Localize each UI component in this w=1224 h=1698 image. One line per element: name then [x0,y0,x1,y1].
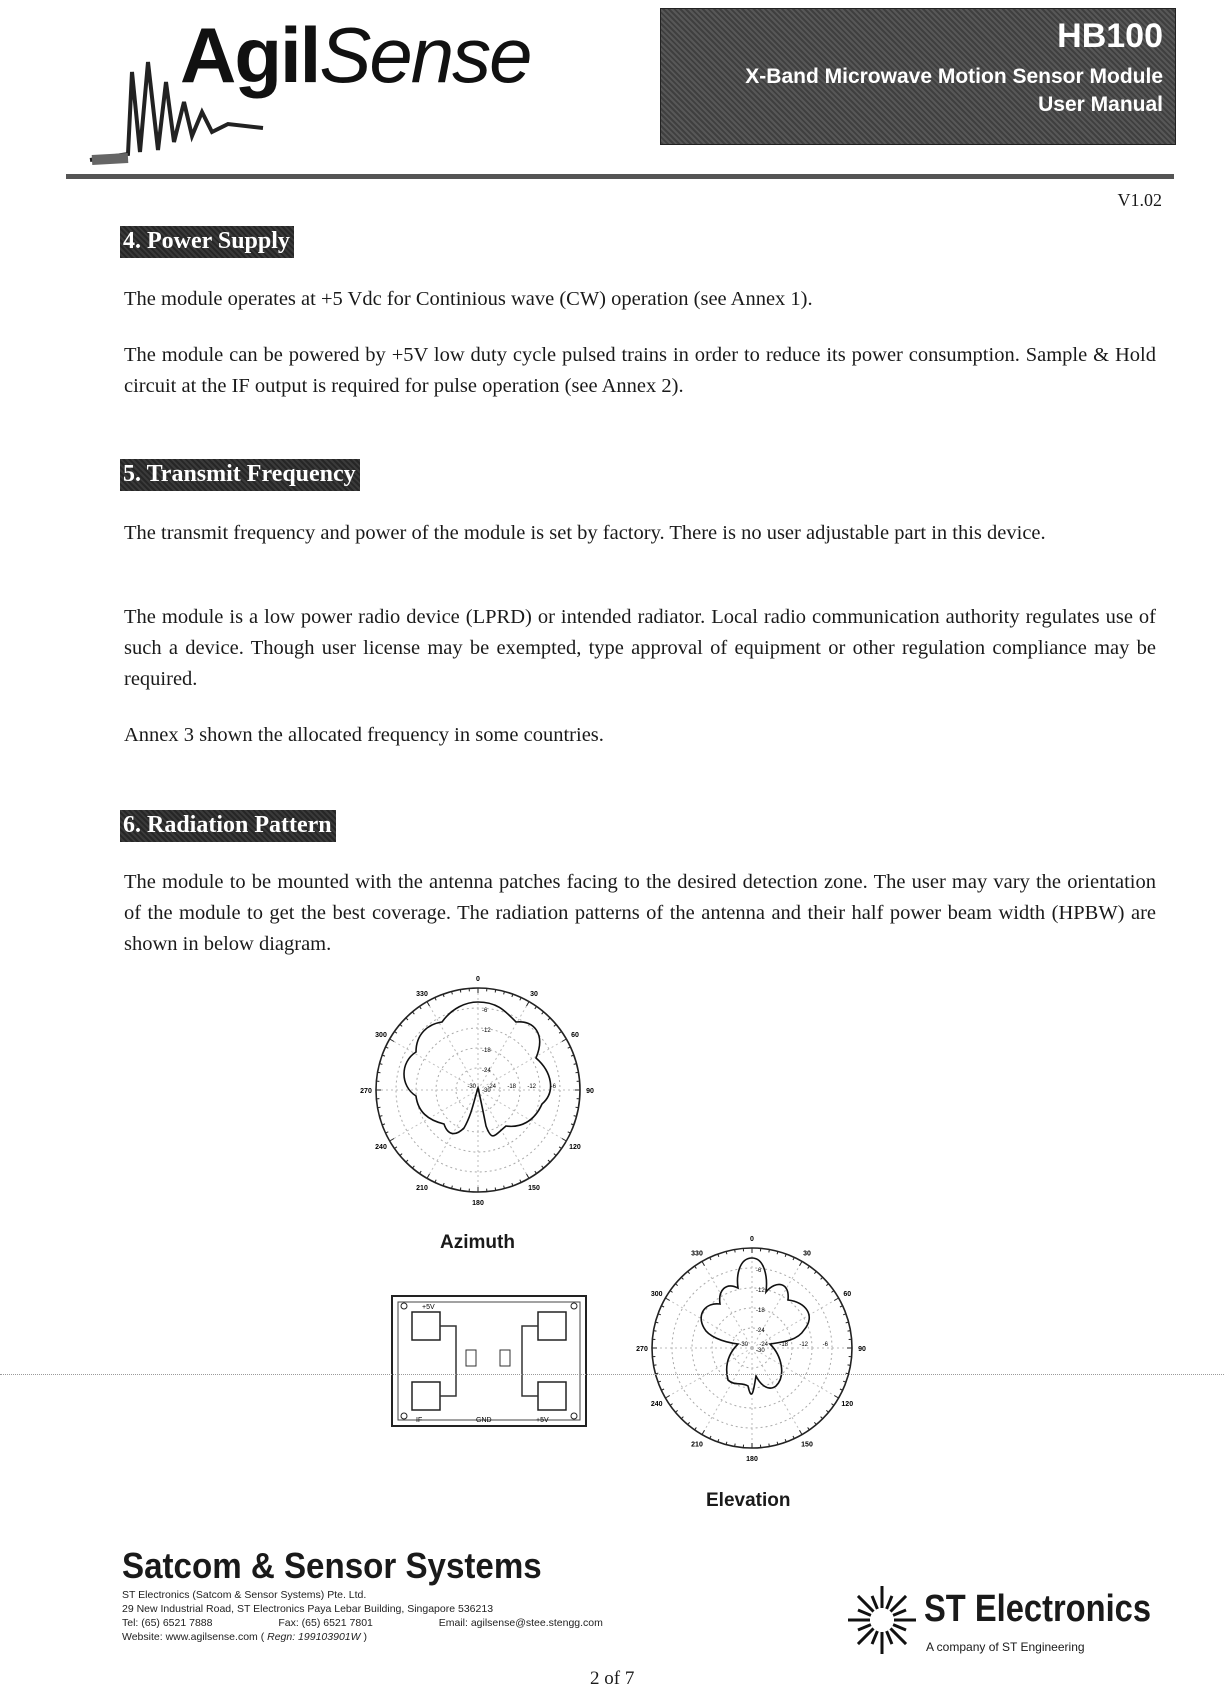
starburst-ray [887,1596,892,1609]
feed-line [522,1326,538,1396]
az-tick [554,1024,556,1026]
az-tick [419,1006,421,1008]
el-db-label: -24 [756,1328,765,1334]
el-tick [654,1331,657,1332]
company-fax: Fax: (65) 6521 7801 [278,1617,373,1629]
starburst-ray [893,1625,906,1630]
el-tick [661,1389,664,1390]
el-angle-label: 0 [750,1236,754,1243]
page-number: 2 of 7 [590,1668,635,1689]
el-spoke [752,1298,839,1348]
el-tick [695,1427,697,1429]
el-db-label: -6 [756,1268,762,1274]
board-outline [392,1296,586,1426]
el-db-label: -12 [756,1288,765,1294]
heading-radiation-pattern: 6. Radiation Pattern [120,810,336,842]
starburst-ray [872,1631,877,1644]
az-tick [394,1031,396,1033]
az-tick [575,1072,578,1073]
el-angle-label: 90 [858,1346,866,1353]
az-tick [562,1139,566,1142]
scan-dotted-line [0,1374,1224,1375]
starburst-logo-icon [846,1584,918,1656]
az-tick [406,1018,408,1020]
starburst-ray [890,1596,906,1612]
az-tick [559,1031,561,1033]
el-tick [688,1422,690,1424]
azimuth-pattern-curve [404,1002,551,1136]
starburst-ray [887,1631,892,1644]
el-spoke [752,1348,839,1398]
az-angle-label: 30 [530,991,538,999]
subtitle-manual: User Manual [1038,93,1163,116]
el-angle-label: 150 [801,1441,813,1449]
brand-tagline: A company of ST Engineering [926,1640,1085,1654]
az-tick [427,1002,430,1006]
el-tick [665,1298,669,1301]
az-tick [390,1139,394,1142]
logo-sense: Sense [319,11,531,99]
header-rule [66,174,1174,179]
elevation-caption: Elevation [706,1490,791,1511]
az-spoke [478,1002,529,1090]
el-angle-label: 270 [636,1346,648,1353]
el-tick [735,1250,736,1253]
az-db-label: -6 [550,1084,556,1090]
az-angle-label: 150 [528,1184,540,1192]
el-tick [821,1277,823,1279]
az-tick [575,1107,578,1108]
board-label-if: IF [416,1417,423,1424]
antenna-patch [412,1382,440,1410]
starburst-ray [858,1596,874,1612]
az-tick [427,1174,430,1178]
az-tick [386,1047,389,1048]
el-tick [840,1389,843,1390]
az-tick [400,1024,402,1026]
azimuth-caption: Azimuth [440,1232,515,1253]
el-tick [710,1436,711,1439]
brand-name: ST Electronics [924,1588,1152,1630]
el-tick [848,1365,851,1366]
mount-hole [571,1303,577,1309]
el-tick [710,1257,711,1260]
az-tick [527,1174,530,1178]
el-tick [831,1404,833,1406]
az-db-label: -24 [487,1084,496,1090]
az-db-label: -30 [467,1084,476,1090]
az-spoke [390,1039,478,1090]
logo-agil: Agil [180,11,320,99]
az-tick [520,1180,521,1183]
el-tick [831,1291,833,1293]
agilsense-logo [88,12,558,172]
starburst-ray [858,1625,871,1630]
az-angle-label: 210 [416,1184,428,1192]
company-regn: Regn: 199103901W [267,1631,361,1643]
el-tick [688,1271,690,1273]
el-spoke [665,1348,752,1398]
el-tick [735,1444,736,1447]
el-spoke [752,1348,802,1435]
mount-hole [401,1413,407,1419]
el-tick [834,1298,838,1301]
transmit-paragraph-1: The transmit frequency and power of the module is set by factory. There is no user adjustable part in this device. [124,522,1046,544]
antenna-patch [538,1312,566,1340]
el-db-label: -12 [799,1342,808,1348]
az-angle-label: 90 [586,1088,594,1095]
version-label: V1.02 [1117,190,1162,210]
el-tick [695,1266,697,1268]
board-component [466,1350,476,1366]
az-spoke [478,1090,566,1141]
model-name: HB100 [1057,17,1163,55]
el-db-label: -6 [822,1342,828,1348]
az-angle-label: 180 [472,1200,484,1207]
el-tick [661,1306,664,1307]
az-tick [460,990,461,993]
board-label-top: +5V [422,1304,435,1311]
az-tick [435,1180,436,1183]
feed-line [440,1326,456,1396]
az-tick [568,1132,571,1133]
el-tick [800,1261,803,1265]
az-tick [562,1039,566,1042]
az-angle-label: 330 [416,991,428,999]
az-tick [386,1132,389,1133]
heading-power-supply: 4. Power Supply [120,226,294,258]
el-tick [769,1444,770,1447]
satcom-footer-block: Satcom & Sensor Systems ST Electronics (Satcom & Sensor Systems) Pte. Ltd. 29 New Industrial Road, ST Electronics Paya Lebar Building, Singapore 536213 Tel: (65) 6521 7888 Fax: (65) 6521 7801 Email: agilsense@stee.stengg.com Website: www.agilsense.com ( Regn: 199103901W ) [122,1545,603,1643]
antenna-patch [412,1312,440,1340]
company-address: 29 New Industrial Road, ST Electronics Paya Lebar Building, Singapore 536213 [122,1603,494,1615]
az-tick [394,1147,396,1149]
radiation-paragraph-1: The module to be mounted with the antenna patches facing to the desired detection zone. The user may vary the orientation of the module to get the best coverage. The radiation patterns of the antenna and their half power beam width (HPBW) are shown in below diagram. [124,871,1156,955]
el-db-label: -30 [739,1342,748,1348]
az-tick [435,998,436,1001]
el-tick [840,1306,843,1307]
el-tick [681,1417,683,1419]
el-tick [675,1410,677,1412]
el-db-label: -18 [756,1308,765,1314]
el-angle-label: 210 [691,1441,703,1449]
el-tick [793,1257,794,1260]
company-website[interactable]: Website: www.agilsense.com [122,1631,258,1643]
el-tick [834,1396,838,1399]
sensor-board-diagram [386,1290,592,1432]
st-electronics-logo [846,1584,1166,1660]
board-component [500,1350,510,1366]
logo-wordmark [180,11,531,99]
starburst-ray [858,1610,871,1615]
satcom-company-name: Satcom & Sensor Systems [122,1545,542,1586]
az-db-label: -18 [482,1048,491,1054]
el-db-label: -18 [779,1342,788,1348]
az-tick [542,1166,544,1168]
el-tick [814,1271,816,1273]
az-tick [527,1002,530,1006]
az-tick [419,1171,421,1173]
az-angle-label: 270 [360,1088,372,1095]
az-angle-label: 60 [571,1032,579,1039]
elevation-polar-plot [630,1236,876,1462]
az-spoke [427,1002,478,1090]
az-tick [554,1154,556,1156]
el-angle-label: 240 [650,1401,663,1408]
el-tick [808,1266,810,1268]
el-angle-label: 60 [843,1291,852,1298]
az-tick [495,990,496,993]
el-tick [826,1284,828,1286]
company-tel: Tel: (65) 6521 7888 [122,1617,213,1629]
el-tick [670,1291,672,1293]
az-tick [542,1012,544,1014]
transmit-paragraph-2: The module is a low power radio device (LPRD) or intended radiator. Local radio communication authority regulates use of such a device. Though user license may be exempted, type approval of equipment or other regulation compliance may be required. [124,606,1156,690]
transmit-paragraph-3: Annex 3 shown the allocated frequency in some countries. [124,724,604,746]
az-tick [548,1160,550,1162]
az-tick [520,998,521,1001]
board-inner-outline [398,1302,580,1420]
el-db-label: -30 [756,1348,765,1354]
el-tick [681,1277,683,1279]
title-banner [660,8,1176,145]
starburst-ray [890,1628,906,1644]
az-db-label: -24 [482,1068,491,1074]
el-tick [702,1430,705,1434]
heading-transmit-frequency: 5. Transmit Frequency [120,459,360,491]
el-tick [665,1396,669,1399]
az-tick [460,1187,461,1190]
az-tick [378,1072,381,1073]
az-db-label: -30 [482,1088,491,1094]
az-tick [406,1160,408,1162]
el-tick [702,1261,705,1265]
az-tick [390,1039,394,1042]
starburst-ray [872,1596,877,1609]
company-legal-name: ST Electronics (Satcom & Sensor Systems) Pte. Ltd. [122,1589,367,1601]
el-db-label: -24 [759,1342,768,1348]
el-spoke [752,1261,802,1348]
az-tick [535,1171,537,1173]
starburst-ray [858,1628,874,1644]
el-tick [826,1410,828,1412]
az-spoke [478,1090,529,1178]
el-tick [821,1417,823,1419]
az-db-label: -18 [507,1084,516,1090]
el-tick [654,1365,657,1366]
az-tick [548,1018,550,1020]
az-tick [495,1187,496,1190]
az-tick [559,1147,561,1149]
el-tick [808,1427,810,1429]
el-angle-label: 120 [841,1401,854,1408]
az-angle-label: 120 [569,1144,581,1151]
az-tick [378,1107,381,1108]
elevation-grid [652,1248,852,1448]
azimuth-polar-plot [356,976,600,1208]
el-tick [848,1331,851,1332]
subtitle-module: X-Band Microwave Motion Sensor Module [745,65,1163,88]
mount-hole [401,1303,407,1309]
el-tick [793,1436,794,1439]
el-tick [814,1422,816,1424]
az-db-label: -12 [527,1084,536,1090]
az-angle-label: 300 [375,1032,387,1039]
company-email[interactable]: Email: agilsense@stee.stengg.com [438,1617,603,1629]
starburst-ray [893,1610,906,1615]
el-tick [769,1250,770,1253]
az-tick [535,1006,537,1008]
board-label-gnd: GND [476,1417,492,1424]
el-angle-label: 300 [650,1291,663,1298]
el-angle-label: 30 [803,1250,811,1258]
az-angle-label: 0 [476,976,480,983]
az-angle-label: 240 [375,1144,387,1151]
az-tick [412,1166,414,1168]
antenna-patch [538,1382,566,1410]
az-tick [400,1154,402,1156]
el-angle-label: 330 [691,1250,703,1258]
az-tick [568,1047,571,1048]
az-tick [412,1012,414,1014]
mount-hole [571,1413,577,1419]
el-tick [800,1430,803,1434]
power-paragraph-1: The module operates at +5 Vdc for Continious wave (CW) operation (see Annex 1). [124,288,813,310]
el-tick [670,1404,672,1406]
az-db-label: -12 [482,1028,491,1034]
az-db-label: -6 [482,1008,488,1014]
board-label-vcc: +5V [536,1417,549,1424]
el-tick [675,1284,677,1286]
el-angle-label: 180 [746,1456,758,1462]
power-paragraph-2: The module can be powered by +5V low duty cycle pulsed trains in order to reduce its power consumption. Sample & Hold circuit at the IF output is required for pulse operation (see Annex 2). [124,344,1156,397]
